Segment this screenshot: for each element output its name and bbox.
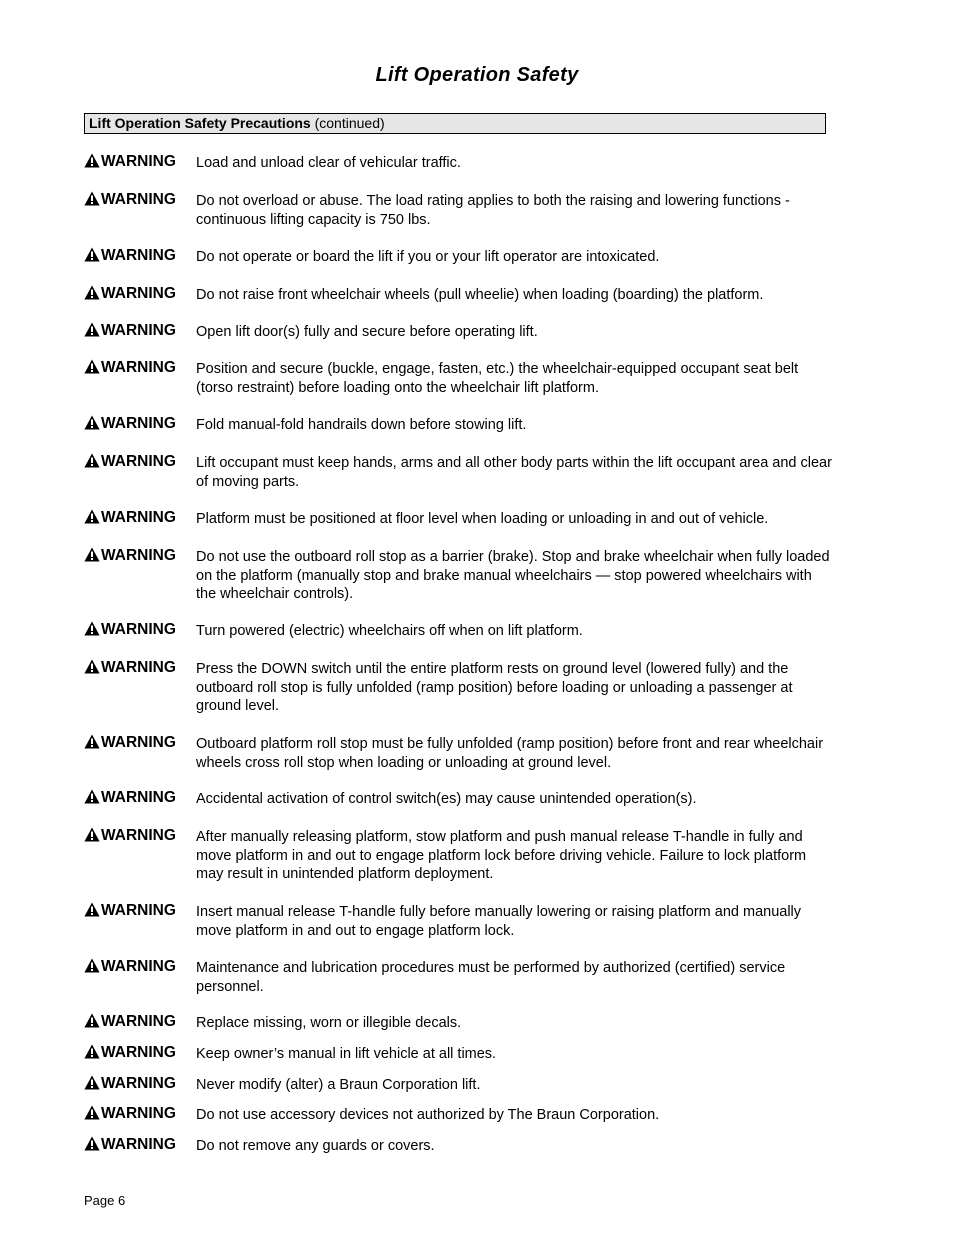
warning-label: [84, 958, 194, 976]
warning-text: Platform must be positioned at floor level when loading or unloading in and out of vehicle.: [196, 511, 769, 527]
warning-triangle-icon: [84, 789, 101, 806]
warning-label: [84, 1136, 194, 1154]
warning-triangle-icon: [84, 509, 101, 526]
warning-text: Accidental activation of control switch(es) may cause unintended operation(s).: [196, 791, 697, 807]
warning-label: [84, 453, 194, 471]
warning-triangle-icon: [84, 1136, 101, 1153]
warning-word: WARNING: [101, 1136, 176, 1153]
warning-word: WARNING: [101, 322, 176, 339]
warning-word: WARNING: [101, 827, 176, 844]
warning-word: WARNING: [101, 902, 176, 919]
warning-label: [84, 1044, 194, 1062]
warning-label: [84, 247, 194, 265]
warning-label: [84, 322, 194, 340]
warning-triangle-icon: [84, 547, 101, 564]
warning-triangle-icon: [84, 153, 101, 170]
warning-word: WARNING: [101, 247, 176, 264]
warning-triangle-icon: [84, 1044, 101, 1061]
page-number: Page 6: [84, 1193, 126, 1208]
warning-triangle-icon: [84, 1013, 101, 1030]
warning-word: WARNING: [101, 621, 176, 638]
warning-word: WARNING: [101, 1075, 176, 1092]
warning-text: Outboard platform roll stop must be fully unfolded (ramp position) before front and rear wheelchair wheels cross roll stop when loading or unloading at ground level.: [196, 736, 824, 771]
warning-label: [84, 621, 194, 639]
warning-triangle-icon: [84, 359, 101, 376]
warning-label: [84, 789, 194, 807]
warning-word: WARNING: [101, 415, 176, 432]
page-title: Lift Operation Safety: [375, 64, 579, 86]
warning-label: [84, 902, 194, 920]
warning-triangle-icon: [84, 958, 101, 975]
warning-triangle-icon: [84, 285, 101, 302]
warning-label: [84, 547, 194, 565]
warning-text: Fold manual-fold handrails down before stowing lift.: [196, 417, 527, 433]
warning-label: [84, 191, 194, 209]
warning-label: [84, 1013, 194, 1031]
warning-word: WARNING: [101, 509, 176, 526]
warning-word: WARNING: [101, 789, 176, 806]
warning-text: Maintenance and lubrication procedures must be performed by authorized (certified) service personnel.: [196, 960, 786, 995]
warning-triangle-icon: [84, 827, 101, 844]
warning-text: Do not operate or board the lift if you or your lift operator are intoxicated.: [196, 249, 660, 265]
warning-word: WARNING: [101, 153, 176, 170]
warning-label: [84, 415, 194, 433]
warning-word: WARNING: [101, 1105, 176, 1122]
warning-word: WARNING: [101, 285, 176, 302]
section-suffix: (continued): [314, 115, 385, 131]
warning-triangle-icon: [84, 734, 101, 751]
warning-text: Lift occupant must keep hands, arms and all other body parts within the lift occupant area and clear of moving parts.: [196, 455, 832, 490]
warning-text: Never modify (alter) a Braun Corporation lift.: [196, 1077, 481, 1093]
warning-text: Replace missing, worn or illegible decals.: [196, 1015, 462, 1031]
warning-label: [84, 1075, 194, 1093]
warning-triangle-icon: [84, 415, 101, 432]
warning-word: WARNING: [101, 659, 176, 676]
warning-word: WARNING: [101, 1044, 176, 1061]
warning-word: WARNING: [101, 958, 176, 975]
warning-word: WARNING: [101, 359, 176, 376]
warning-label: [84, 659, 194, 677]
warning-text: Insert manual release T-handle fully before manually lowering or raising platform and manually move platform in and out to engage platform lock.: [196, 904, 802, 939]
warning-triangle-icon: [84, 453, 101, 470]
warning-word: WARNING: [101, 1013, 176, 1030]
warning-triangle-icon: [84, 247, 101, 264]
warning-label: [84, 1105, 194, 1123]
warning-triangle-icon: [84, 659, 101, 676]
warning-triangle-icon: [84, 621, 101, 638]
warning-text: Do not raise front wheelchair wheels (pull wheelie) when loading (boarding) the platform.: [196, 287, 764, 303]
warning-text: Keep owner’s manual in lift vehicle at all times.: [196, 1046, 497, 1062]
warning-text: Press the DOWN switch until the entire platform rests on ground level (lowered fully) and the outboard roll stop is fully unfolded (ramp position) before loading or unloading a passenger at ground level.: [196, 661, 793, 715]
section-header: [84, 113, 826, 134]
warning-triangle-icon: [84, 1075, 101, 1092]
warning-label: [84, 827, 194, 845]
warning-word: WARNING: [101, 734, 176, 751]
section-label: Lift Operation Safety Precautions: [89, 115, 311, 131]
warning-word: WARNING: [101, 191, 176, 208]
warning-text: Do not use accessory devices not authorized by The Braun Corporation.: [196, 1107, 660, 1123]
warning-triangle-icon: [84, 191, 101, 208]
warning-label: [84, 153, 194, 171]
warning-word: WARNING: [101, 547, 176, 564]
warning-triangle-icon: [84, 902, 101, 919]
warning-text: After manually releasing platform, stow platform and push manual release T-handle in fully and move platform in and out to engage platform lock before driving vehicle. Failure to lock platform may result in unintended platform deployment.: [196, 829, 807, 883]
warning-triangle-icon: [84, 322, 101, 339]
warning-triangle-icon: [84, 1105, 101, 1122]
warning-label: [84, 285, 194, 303]
warning-text: Load and unload clear of vehicular traffic.: [196, 155, 461, 171]
warning-text: Do not overload or abuse. The load rating applies to both the raising and lowering functions - continuous lifting capacity is 750 lbs.: [196, 193, 790, 228]
warning-text: Open lift door(s) fully and secure before operating lift.: [196, 324, 538, 340]
warning-text: Position and secure (buckle, engage, fasten, etc.) the wheelchair-equipped occupant seat belt (torso restraint) before loading onto the wheelchair lift platform.: [196, 361, 799, 396]
warning-text: Do not remove any guards or covers.: [196, 1138, 435, 1154]
warning-text: Do not use the outboard roll stop as a barrier (brake). Stop and brake wheelchair when fully loaded on the platform (manually stop and brake manual wheelchairs — stop powered wheelchairs with the wheelchair controls).: [196, 549, 830, 603]
warning-label: [84, 734, 194, 752]
warning-text: Turn powered (electric) wheelchairs off when on lift platform.: [196, 623, 583, 639]
warning-label: [84, 359, 194, 377]
warning-word: WARNING: [101, 453, 176, 470]
warning-label: [84, 509, 194, 527]
